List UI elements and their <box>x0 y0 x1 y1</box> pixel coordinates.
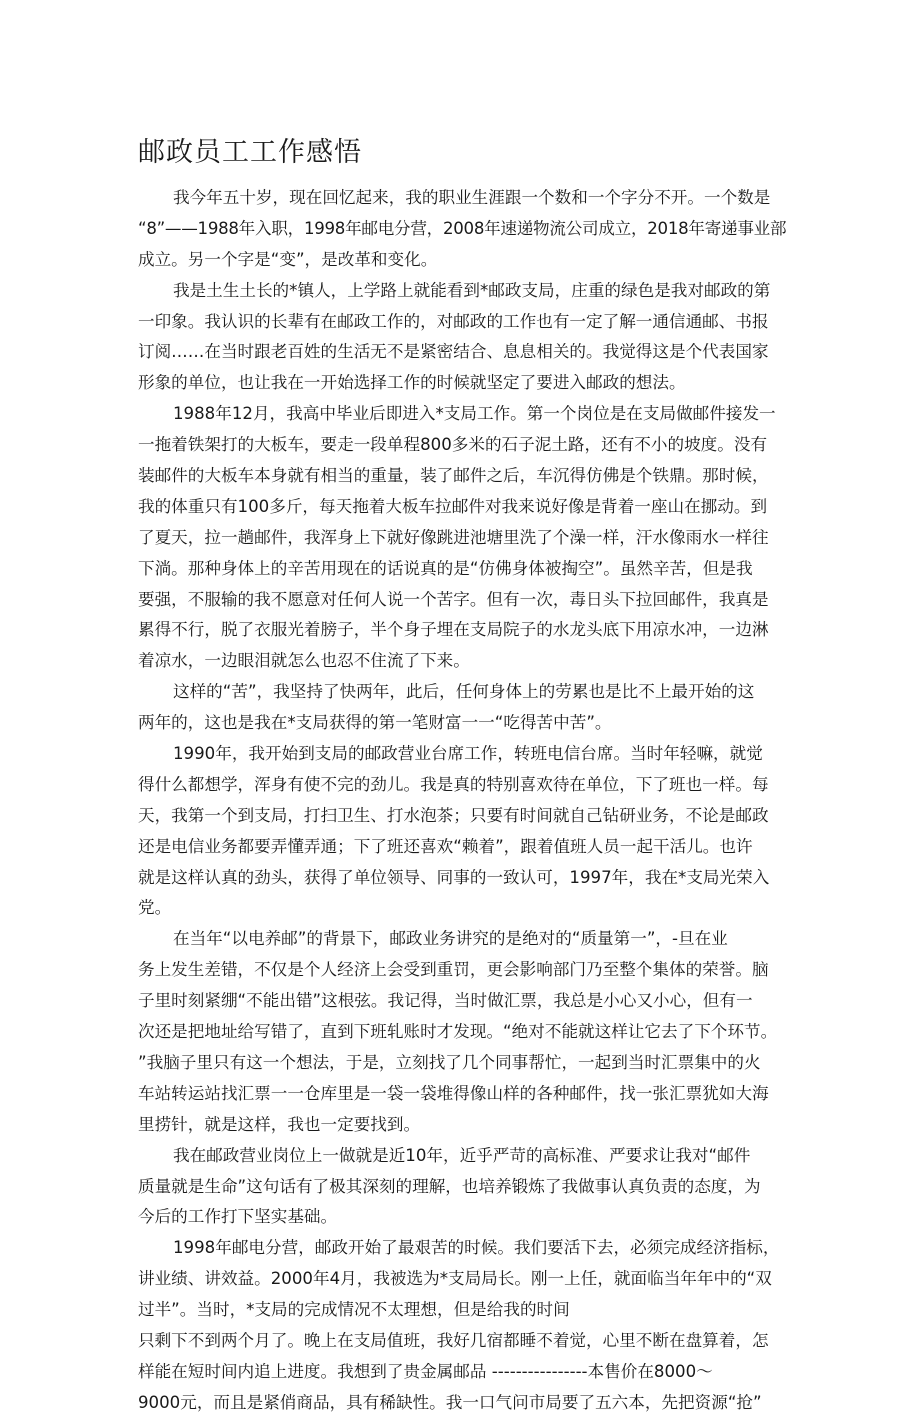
paragraph-line: 了夏天，拉一趟邮件，我浑身上下就好像跳进池塘里洗了个澡一样，汗水像雨水一样往 <box>138 527 769 547</box>
paragraph-line: 装邮件的大板车本身就有相当的重量，装了邮件之后，车沉得仿佛是个铁鼎。那时候， <box>138 466 769 486</box>
paragraph-line: 样能在短时间内追上进度。我想到了贵金属邮品 ----------------本售价在8000～ <box>138 1361 713 1381</box>
paragraph-line: 我的体重只有100多斤，每天拖着大板车拉邮件对我来说好像是背着一座山在挪动。到 <box>138 496 768 516</box>
document-title: 邮政员工工作感悟 <box>138 137 362 168</box>
paragraph-line: 车站转运站找汇票一一仓库里是一袋一袋堆得像山样的各种邮件，找一张汇票犹如大海 <box>138 1083 769 1103</box>
paragraph-line: 下淌。那种身体上的辛苦用现在的话说真的是“仿佛身体被掏空”。虽然辛苦，但是我 <box>138 558 753 578</box>
paragraph-first-line: 我在邮政营业岗位上一做就是近10年，近乎严苛的高标准、严要求让我对“邮件 <box>173 1145 751 1165</box>
paragraph-first-line: 在当年“以电养邮”的背景下，邮政业务讲究的是绝对的“质量第一”，-旦在业 <box>173 929 728 949</box>
paragraph-line: 次还是把地址给写错了，直到下班轧账时才发现。“绝对不能就这样让它去了下个环节。 <box>138 1022 778 1042</box>
paragraph-line: 9000元，而且是紧俏商品，具有稀缺性。我一口气问市局要了五六本，先把资源“抢” <box>138 1392 762 1412</box>
paragraph-line: 子里时刻紧绷“不能出错”这根弦。我记得，当时做汇票，我总是小心又小心，但有一 <box>138 991 753 1011</box>
paragraph-first-line: 1998年邮电分营，邮政开始了最艰苦的时候。我们要活下去，必须完成经济指标， <box>173 1238 780 1258</box>
paragraph-line: 一印象。我认识的长辈有在邮政工作的，对邮政的工作也有一定了解一通信通邮、书报 <box>138 311 769 331</box>
paragraph-line: 务上发生差错，不仅是个人经济上会受到重罚，更会影响部门乃至整个集体的荣誉。脑 <box>138 960 769 980</box>
paragraph-line: ”我脑子里只有这一个想法，于是，立刻找了几个同事帮忙，一起到当时汇票集中的火 <box>138 1052 761 1072</box>
paragraph-first-line: 这样的“苦”，我坚持了快两年，此后，任何身体上的劳累也是比不上最开始的这 <box>173 682 755 702</box>
paragraph-line: 党。 <box>138 898 172 918</box>
paragraph-line: 过半”。当时，*支局的完成情况不太理想，但是给我的时间 <box>138 1300 570 1320</box>
paragraph-line: 成立。另一个字是“变”，是改革和变化。 <box>138 249 438 269</box>
paragraph-line: 今后的工作打下坚实基础。 <box>138 1207 338 1227</box>
paragraph-line: 两年的，这也是我在*支局获得的第一笔财富一一“吃得苦中苦”。 <box>138 713 612 733</box>
paragraph-line: 只剩下不到两个月了。晚上在支局值班，我好几宿都睡不着觉，心里不断在盘算着，怎 <box>138 1330 769 1350</box>
paragraph-line: 要强，不服输的我不愿意对任何人说一个苦字。但有一次，毒日头下拉回邮件，我真是 <box>138 589 769 609</box>
paragraph-line: 还是电信业务都要弄懂弄通；下了班还喜欢“赖着”，跟着值班人员一起干活儿。也许 <box>138 836 753 856</box>
paragraph-line: 就是这样认真的劲头，获得了单位领导、同事的一致认可，1997年，我在*支局光荣入 <box>138 867 770 887</box>
paragraph-first-line: 我是土生土长的*镇人，上学路上就能看到*邮政支局，庄重的绿色是我对邮政的第 <box>173 280 771 300</box>
paragraph-line: 着凉水，一边眼泪就怎么也忍不住流了下来。 <box>138 651 470 671</box>
paragraph-first-line: 1990年，我开始到支局的邮政营业台席工作，转班电信台席。当时年轻嘛，就觉 <box>173 744 763 764</box>
paragraph-first-line: 1988年12月，我高中毕业后即进入*支局工作。第一个岗位是在支局做邮件接发一 <box>173 404 776 424</box>
document-body <box>138 183 786 1419</box>
paragraph-line: 里捞针，就是这样，我也一定要找到。 <box>138 1114 421 1134</box>
paragraph-line: 天，我第一个到支局，打扫卫生、打水泡茶；只要有时间就自己钻研业务，不论是邮政 <box>138 805 769 825</box>
paragraph-line: 讲业绩、讲效益。2000年4月，我被选为*支局局长。刚一上任，就面临当年年中的“双 <box>138 1269 772 1289</box>
paragraph-line: 得什么都想学，浑身有使不完的劲儿。我是真的特别喜欢待在单位，下了班也一样。每 <box>138 774 769 794</box>
paragraph-line: 订阅……在当时跟老百姓的生活无不是紧密结合、息息相关的。我觉得这是个代表国家 <box>138 342 769 362</box>
paragraph-line: 质量就是生命”这句话有了极其深刻的理解，也培养锻炼了我做事认真负责的态度，为 <box>138 1176 761 1196</box>
paragraph-line: “8”——1988年入职，1998年邮电分营，2008年速递物流公司成立，2018年寄递事业部 <box>138 218 786 238</box>
paragraph-first-line: 我今年五十岁，现在回忆起来，我的职业生涯跟一个数和一个字分不开。一个数是 <box>173 188 771 207</box>
paragraph-line: 累得不行，脱了衣服光着膀子，半个身子埋在支局院子的水龙头底下用凉水冲，一边淋 <box>138 620 769 640</box>
paragraph-line: 一拖着铁架打的大板车，要走一段单程800多米的石子泥土路，还有不小的坡度。没有 <box>138 435 768 455</box>
paragraph-line: 形象的单位，也让我在一开始选择工作的时候就坚定了要进入邮政的想法。 <box>138 373 686 393</box>
